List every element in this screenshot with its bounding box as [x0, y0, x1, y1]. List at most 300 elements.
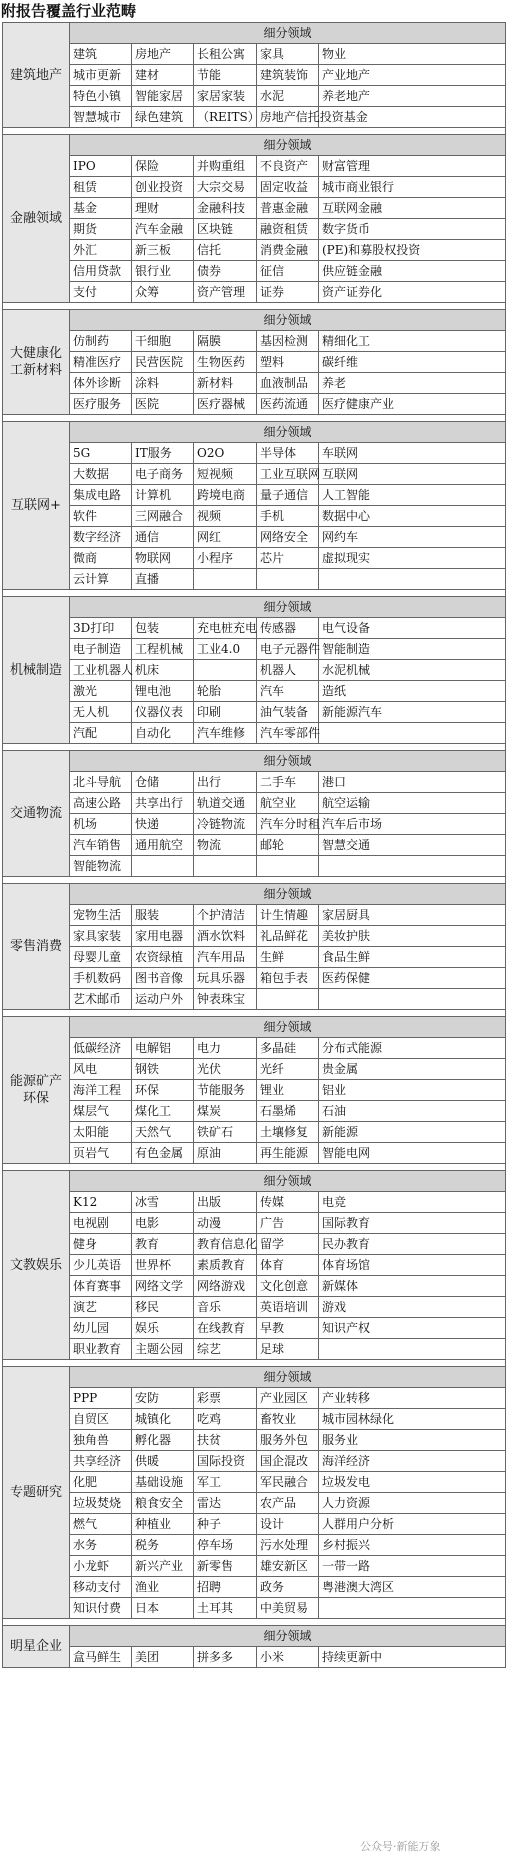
subfield-cell: 综艺: [194, 1339, 257, 1360]
section-gap: [3, 1010, 506, 1017]
subfield-cell: 工业机器人: [70, 660, 132, 681]
subfield-cell: 艺术邮币: [70, 989, 132, 1010]
subfield-cell: 彩票: [194, 1388, 257, 1409]
subfield-cell: 激光: [70, 681, 132, 702]
subfield-cell: 城市更新: [70, 65, 132, 86]
subfield-cell: 外汇: [70, 240, 132, 261]
table-row: [3, 814, 506, 835]
subfield-cell: (PE)和募股权投资: [319, 240, 506, 261]
subfield-cell: 精细化工: [319, 331, 506, 352]
table-row: [3, 947, 506, 968]
subfield-cell: 风电: [70, 1059, 132, 1080]
table-row: [3, 905, 506, 926]
subfield-cell: 电解铝: [132, 1038, 194, 1059]
subfield-cell: 绿色建筑: [132, 107, 194, 128]
subfield-cell: 养老: [319, 373, 506, 394]
subfield-cell: 分布式能源: [319, 1038, 506, 1059]
subfield-cell: 太阳能: [70, 1122, 132, 1143]
subfield-cell: 建筑装饰: [257, 65, 319, 86]
subfield-cell: 充电桩充电: [194, 618, 257, 639]
subfield-cell: 无人机: [70, 702, 132, 723]
subfield-cell: 盒马鲜生: [70, 1647, 132, 1668]
subfield-cell: 港口: [319, 772, 506, 793]
subfield-cell: 建材: [132, 65, 194, 86]
subfield-cell: 医药保健: [319, 968, 506, 989]
section-header-row: [3, 751, 506, 772]
subfield-cell: 电气设备: [319, 618, 506, 639]
subfield-header: 细分领域: [70, 1171, 506, 1192]
section-gap-cell: [3, 1164, 506, 1171]
subfield-cell: 智能家居: [132, 86, 194, 107]
subfield-cell: 多晶硅: [257, 1038, 319, 1059]
table-row: [3, 156, 506, 177]
subfield-cell: [319, 723, 506, 744]
category-label: 大健康化工新材料: [3, 310, 70, 415]
subfield-cell: 母婴儿童: [70, 947, 132, 968]
table-row: [3, 177, 506, 198]
subfield-cell: 小米: [257, 1647, 319, 1668]
subfield-cell: 日本: [132, 1598, 194, 1619]
subfield-header: 细分领域: [70, 23, 506, 44]
subfield-cell: 产业园区: [257, 1388, 319, 1409]
subfield-header: 细分领域: [70, 1017, 506, 1038]
section-gap-cell: [3, 1010, 506, 1017]
subfield-cell: 粮食安全: [132, 1493, 194, 1514]
subfield-cell: 美妆护肤: [319, 926, 506, 947]
category-label: 文教娱乐: [3, 1171, 70, 1360]
table-row: [3, 282, 506, 303]
subfield-cell: 信托: [194, 240, 257, 261]
section-gap-cell: [3, 744, 506, 751]
subfield-cell: 锂电池: [132, 681, 194, 702]
subfield-cell: 机场: [70, 814, 132, 835]
page-title: 附报告覆盖行业范畴: [1, 2, 137, 20]
subfield-cell: 证券: [257, 282, 319, 303]
subfield-cell: 汽配: [70, 723, 132, 744]
subfield-header: 细分领域: [70, 1367, 506, 1388]
table-row: [3, 772, 506, 793]
subfield-cell: 跨境电商: [194, 485, 257, 506]
subfield-cell: 传媒: [257, 1192, 319, 1213]
subfield-cell: 特色小镇: [70, 86, 132, 107]
subfield-header: 细分领域: [70, 1626, 506, 1647]
subfield-cell: 油气装备: [257, 702, 319, 723]
subfield-cell: [194, 856, 257, 877]
subfield-header: 细分领域: [70, 422, 506, 443]
table-row: [3, 569, 506, 590]
subfield-cell: 供应链金融: [319, 261, 506, 282]
subfield-cell: 传感器: [257, 618, 319, 639]
category-label: 能源矿产环保: [3, 1017, 70, 1164]
subfield-cell: 游戏: [319, 1297, 506, 1318]
table-row: [3, 506, 506, 527]
subfield-cell: 家居家装: [194, 86, 257, 107]
table-row: [3, 1577, 506, 1598]
subfield-cell: 征信: [257, 261, 319, 282]
subfield-cell: 民办教育: [319, 1234, 506, 1255]
subfield-cell: 智能电网: [319, 1143, 506, 1164]
subfield-cell: 渔业: [132, 1577, 194, 1598]
subfield-cell: 英语培训: [257, 1297, 319, 1318]
subfield-cell: IPO: [70, 156, 132, 177]
subfield-cell: 人力资源: [319, 1493, 506, 1514]
table-row: [3, 1339, 506, 1360]
subfield-cell: 不良资产: [257, 156, 319, 177]
category-label: 专题研究: [3, 1367, 70, 1619]
table-row: [3, 331, 506, 352]
subfield-cell: 人群用户分析: [319, 1514, 506, 1535]
subfield-cell: 雷达: [194, 1493, 257, 1514]
section-gap: [3, 744, 506, 751]
subfield-cell: 招聘: [194, 1577, 257, 1598]
table-row: [3, 681, 506, 702]
table-row: [3, 240, 506, 261]
table-row: [3, 1647, 506, 1668]
subfield-cell: 医疗器械: [194, 394, 257, 415]
section-gap-cell: [3, 1360, 506, 1367]
subfield-cell: 食品生鲜: [319, 947, 506, 968]
subfield-cell: 资产证券化: [319, 282, 506, 303]
subfield-cell: 快递: [132, 814, 194, 835]
subfield-cell: 短视频: [194, 464, 257, 485]
table-row: [3, 1430, 506, 1451]
table-row: [3, 1472, 506, 1493]
table-row: [3, 660, 506, 681]
subfield-cell: 酒水饮料: [194, 926, 257, 947]
subfield-cell: （REITS）房地产信托投资基金: [194, 107, 257, 128]
subfield-cell: 图书音像: [132, 968, 194, 989]
subfield-cell: 生物医药: [194, 352, 257, 373]
subfield-cell: 留学: [257, 1234, 319, 1255]
subfield-cell: 主题公园: [132, 1339, 194, 1360]
subfield-cell: 工业互联网: [257, 464, 319, 485]
subfield-cell: 融资租赁: [257, 219, 319, 240]
table-row: [3, 1213, 506, 1234]
subfield-cell: 城市商业银行: [319, 177, 506, 198]
subfield-cell: 小程序: [194, 548, 257, 569]
table-row: [3, 1297, 506, 1318]
subfield-cell: 新能源汽车: [319, 702, 506, 723]
subfield-cell: 支付: [70, 282, 132, 303]
subfield-cell: 低碳经济: [70, 1038, 132, 1059]
subfield-cell: [194, 569, 257, 590]
subfield-cell: 玩具乐器: [194, 968, 257, 989]
subfield-cell: 服装: [132, 905, 194, 926]
table-row: [3, 639, 506, 660]
subfield-cell: 云计算: [70, 569, 132, 590]
subfield-cell: 国际教育: [319, 1213, 506, 1234]
subfield-cell: 产业转移: [319, 1388, 506, 1409]
subfield-cell: 人工智能: [319, 485, 506, 506]
subfield-cell: 体育: [257, 1255, 319, 1276]
subfield-cell: 物流: [194, 835, 257, 856]
subfield-cell: 机器人: [257, 660, 319, 681]
subfield-cell: 计生情趣: [257, 905, 319, 926]
subfield-cell: 智能制造: [319, 639, 506, 660]
watermark-text: 公众号·新能万象: [360, 1840, 441, 1853]
table-row: [3, 1122, 506, 1143]
subfield-cell: 农产品: [257, 1493, 319, 1514]
subfield-cell: 光伏: [194, 1059, 257, 1080]
subfield-cell: 众筹: [132, 282, 194, 303]
subfield-cell: 干细胞: [132, 331, 194, 352]
subfield-cell: 服务业: [319, 1430, 506, 1451]
section-gap-cell: [3, 128, 506, 135]
subfield-cell: 物联网: [132, 548, 194, 569]
table-row: [3, 548, 506, 569]
section-gap: [3, 590, 506, 597]
subfield-cell: 新三板: [132, 240, 194, 261]
subfield-cell: 水泥: [257, 86, 319, 107]
table-row: [3, 107, 506, 128]
table-row: [3, 1255, 506, 1276]
subfield-cell: 电影: [132, 1213, 194, 1234]
subfield-cell: 种子: [194, 1514, 257, 1535]
subfield-cell: 网络游戏: [194, 1276, 257, 1297]
subfield-cell: 电子商务: [132, 464, 194, 485]
subfield-cell: 信用贷款: [70, 261, 132, 282]
subfield-cell: 手机: [257, 506, 319, 527]
table-row: [3, 44, 506, 65]
subfield-cell: 网络文学: [132, 1276, 194, 1297]
subfield-cell: 畜牧业: [257, 1409, 319, 1430]
subfield-cell: [319, 989, 506, 1010]
section-header-row: [3, 1017, 506, 1038]
section-header-row: [3, 1367, 506, 1388]
subfield-cell: 新能源: [319, 1122, 506, 1143]
subfield-cell: 粤港澳大湾区: [319, 1577, 506, 1598]
section-header-row: [3, 597, 506, 618]
subfield-cell: [319, 856, 506, 877]
section-gap: [3, 1360, 506, 1367]
table-row: [3, 1388, 506, 1409]
subfield-cell: 演艺: [70, 1297, 132, 1318]
section-gap-cell: [3, 877, 506, 884]
subfield-cell: 5G: [70, 443, 132, 464]
subfield-cell: 汽车金融: [132, 219, 194, 240]
subfield-cell: 移动支付: [70, 1577, 132, 1598]
subfield-cell: 出行: [194, 772, 257, 793]
subfield-cell: 教育: [132, 1234, 194, 1255]
subfield-cell: 汽车销售: [70, 835, 132, 856]
subfield-cell: 海洋经济: [319, 1451, 506, 1472]
subfield-cell: 农资绿植: [132, 947, 194, 968]
section-header-row: [3, 1171, 506, 1192]
subfield-cell: 新零售: [194, 1556, 257, 1577]
subfield-cell: 停车场: [194, 1535, 257, 1556]
subfield-cell: 煤炭: [194, 1101, 257, 1122]
table-row: [3, 793, 506, 814]
table-row: [3, 261, 506, 282]
subfield-cell: 娱乐: [132, 1318, 194, 1339]
subfield-cell: 一带一路: [319, 1556, 506, 1577]
subfield-cell: [257, 856, 319, 877]
subfield-cell: 化肥: [70, 1472, 132, 1493]
section-gap-cell: [3, 1619, 506, 1626]
subfield-cell: 高速公路: [70, 793, 132, 814]
subfield-cell: 智慧城市: [70, 107, 132, 128]
subfield-cell: 软件: [70, 506, 132, 527]
subfield-cell: 隔膜: [194, 331, 257, 352]
subfield-cell: 供暖: [132, 1451, 194, 1472]
table-row: [3, 443, 506, 464]
subfield-cell: 美团: [132, 1647, 194, 1668]
subfield-cell: 职业教育: [70, 1339, 132, 1360]
subfield-cell: 垃圾焚烧: [70, 1493, 132, 1514]
subfield-cell: 汽车分时租: [257, 814, 319, 835]
subfield-cell: 世界杯: [132, 1255, 194, 1276]
subfield-cell: 早教: [257, 1318, 319, 1339]
subfield-cell: 数据中心: [319, 506, 506, 527]
section-header-row: [3, 1626, 506, 1647]
subfield-cell: 邮轮: [257, 835, 319, 856]
subfield-cell: 印刷: [194, 702, 257, 723]
subfield-cell: 天然气: [132, 1122, 194, 1143]
subfield-cell: 石墨烯: [257, 1101, 319, 1122]
subfield-cell: 土壤修复: [257, 1122, 319, 1143]
subfield-cell: 新兴产业: [132, 1556, 194, 1577]
subfield-cell: 锂业: [257, 1080, 319, 1101]
subfield-cell: 城镇化: [132, 1409, 194, 1430]
subfield-cell: 碳纤维: [319, 352, 506, 373]
subfield-cell: 贵金属: [319, 1059, 506, 1080]
subfield-cell: 运动户外: [132, 989, 194, 1010]
subfield-cell: 计算机: [132, 485, 194, 506]
subfield-cell: 煤化工: [132, 1101, 194, 1122]
subfield-cell: 大数据: [70, 464, 132, 485]
subfield-cell: 再生能源: [257, 1143, 319, 1164]
section-gap: [3, 877, 506, 884]
subfield-cell: 养老地产: [319, 86, 506, 107]
subfield-cell: 健身: [70, 1234, 132, 1255]
table-row: [3, 464, 506, 485]
table-row: [3, 1598, 506, 1619]
subfield-cell: 孵化器: [132, 1430, 194, 1451]
subfield-cell: 网红: [194, 527, 257, 548]
subfield-cell: 网络安全: [257, 527, 319, 548]
subfield-cell: 石油: [319, 1101, 506, 1122]
subfield-cell: 水泥机械: [319, 660, 506, 681]
subfield-cell: 通用航空: [132, 835, 194, 856]
subfield-cell: 期货: [70, 219, 132, 240]
subfield-cell: 航空运输: [319, 793, 506, 814]
table-row: [3, 723, 506, 744]
subfield-cell: 车联网: [319, 443, 506, 464]
subfield-header: 细分领域: [70, 597, 506, 618]
subfield-cell: 共享出行: [132, 793, 194, 814]
subfield-cell: 自贸区: [70, 1409, 132, 1430]
subfield-cell: 工程机械: [132, 639, 194, 660]
table-row: [3, 527, 506, 548]
subfield-cell: K12: [70, 1192, 132, 1213]
subfield-cell: 电竞: [319, 1192, 506, 1213]
table-row: [3, 86, 506, 107]
subfield-cell: 新材料: [194, 373, 257, 394]
subfield-cell: 素质教育: [194, 1255, 257, 1276]
subfield-cell: 集成电路: [70, 485, 132, 506]
subfield-cell: 数字经济: [70, 527, 132, 548]
subfield-cell: 税务: [132, 1535, 194, 1556]
table-row: [3, 1143, 506, 1164]
subfield-cell: [194, 660, 257, 681]
subfield-cell: 移民: [132, 1297, 194, 1318]
section-gap: [3, 1164, 506, 1171]
table-row: [3, 1038, 506, 1059]
table-row: [3, 1514, 506, 1535]
table-row: [3, 65, 506, 86]
subfield-cell: 吃鸡: [194, 1409, 257, 1430]
subfield-header: 细分领域: [70, 884, 506, 905]
subfield-cell: 光纤: [257, 1059, 319, 1080]
subfield-cell: 服务外包: [257, 1430, 319, 1451]
subfield-cell: 燃气: [70, 1514, 132, 1535]
subfield-cell: 消费金融: [257, 240, 319, 261]
subfield-cell: 设计: [257, 1514, 319, 1535]
industry-coverage-table: [2, 22, 506, 1668]
subfield-cell: 城市园林绿化: [319, 1409, 506, 1430]
subfield-cell: 医院: [132, 394, 194, 415]
subfield-cell: 物业: [319, 44, 506, 65]
subfield-cell: 煤层气: [70, 1101, 132, 1122]
subfield-cell: 家具家装: [70, 926, 132, 947]
subfield-cell: 国企混改: [257, 1451, 319, 1472]
subfield-cell: 垃圾发电: [319, 1472, 506, 1493]
subfield-cell: 仪器仪表: [132, 702, 194, 723]
subfield-cell: 教育信息化: [194, 1234, 257, 1255]
table-row: [3, 618, 506, 639]
subfield-cell: 足球: [257, 1339, 319, 1360]
subfield-cell: 独角兽: [70, 1430, 132, 1451]
subfield-cell: 自动化: [132, 723, 194, 744]
subfield-cell: 医疗健康产业: [319, 394, 506, 415]
subfield-cell: 钢铁: [132, 1059, 194, 1080]
subfield-cell: 汽车维修: [194, 723, 257, 744]
table-row: [3, 373, 506, 394]
section-gap-cell: [3, 303, 506, 310]
subfield-cell: 节能: [194, 65, 257, 86]
table-row: [3, 1234, 506, 1255]
subfield-cell: 电子元器件: [257, 639, 319, 660]
table-row: [3, 1451, 506, 1472]
subfield-cell: 汽车后市场: [319, 814, 506, 835]
subfield-cell: 智能物流: [70, 856, 132, 877]
subfield-cell: 理财: [132, 198, 194, 219]
subfield-cell: 仿制药: [70, 331, 132, 352]
table-row: [3, 1276, 506, 1297]
table-row: [3, 485, 506, 506]
subfield-cell: 土耳其: [194, 1598, 257, 1619]
subfield-cell: [319, 1339, 506, 1360]
subfield-cell: 雄安新区: [257, 1556, 319, 1577]
subfield-cell: 互联网: [319, 464, 506, 485]
subfield-cell: 音乐: [194, 1297, 257, 1318]
table-row: [3, 968, 506, 989]
subfield-cell: 互联网金融: [319, 198, 506, 219]
subfield-cell: 租赁: [70, 177, 132, 198]
subfield-cell: [257, 569, 319, 590]
subfield-cell: 家居厨具: [319, 905, 506, 926]
subfield-cell: 长租公寓: [194, 44, 257, 65]
subfield-cell: 保险: [132, 156, 194, 177]
subfield-cell: 房地产: [132, 44, 194, 65]
subfield-cell: 礼品鲜花: [257, 926, 319, 947]
subfield-cell: 生鲜: [257, 947, 319, 968]
subfield-cell: 二手车: [257, 772, 319, 793]
subfield-cell: [319, 569, 506, 590]
subfield-cell: 共享经济: [70, 1451, 132, 1472]
subfield-cell: 政务: [257, 1577, 319, 1598]
subfield-cell: 视频: [194, 506, 257, 527]
